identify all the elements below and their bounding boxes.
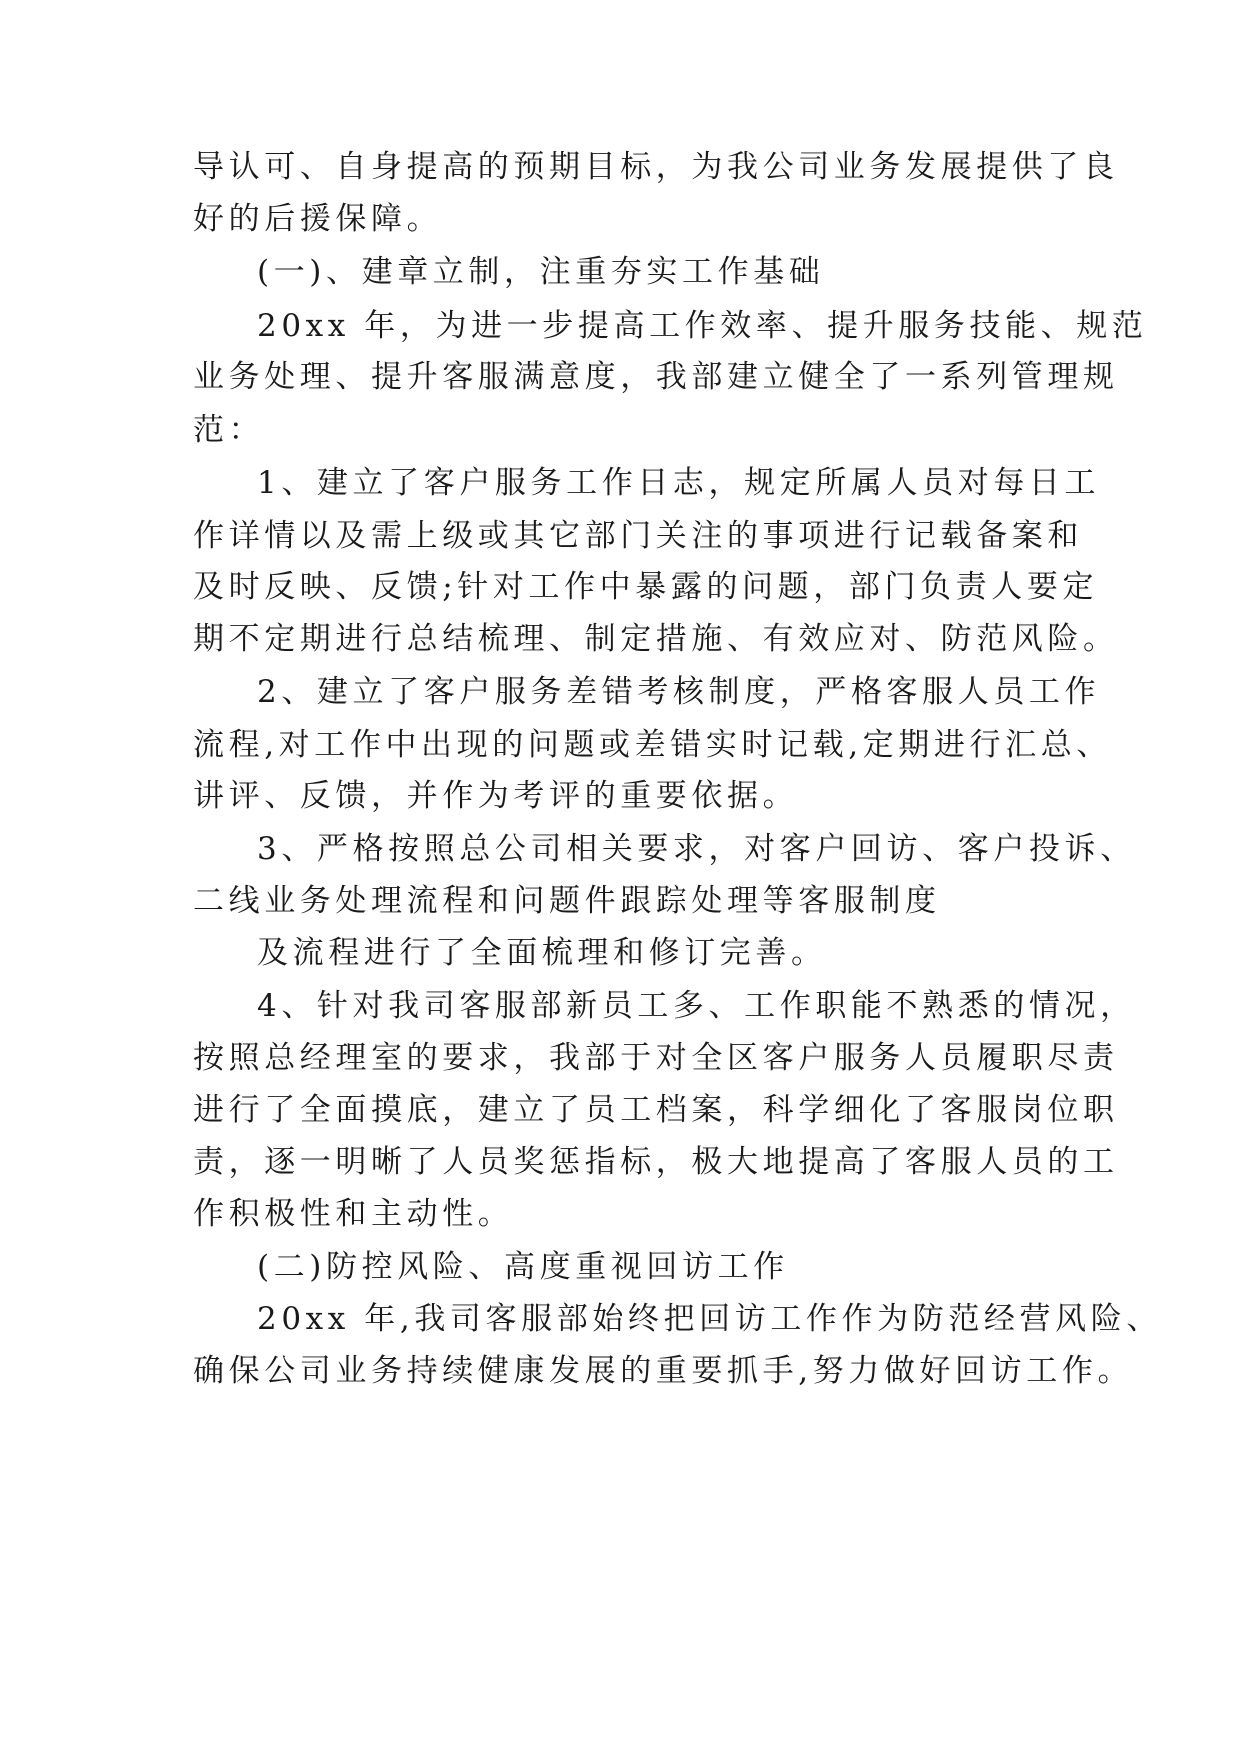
- body-text-line: 及时反映、反馈;针对工作中暴露的问题，部门负责人要定: [193, 569, 1099, 605]
- body-text-line: 讲评、反馈，并作为考评的重要依据。: [193, 778, 799, 814]
- body-text-line: 按照总经理室的要求，我部于对全区客户服务人员履职尽责: [193, 1040, 1119, 1076]
- body-text-line: 责，逐一明晰了人员奖惩指标，极大地提高了客服人员的工: [193, 1144, 1119, 1180]
- body-text-line: 期不定期进行总结梳理、制定措施、有效应对、防范风险。: [193, 621, 1119, 657]
- body-text-line: 流程,对工作中出现的问题或差错实时记载,定期进行汇总、: [193, 727, 1112, 763]
- body-text-line: 导认可、自身提高的预期目标，为我公司业务发展提供了良: [193, 149, 1119, 185]
- section-heading: (一)、建章立制，注重夯实工作基础: [257, 254, 825, 290]
- body-text-line: 好的后援保障。: [193, 201, 443, 237]
- body-text-line: 20xx 年，为进一步提高工作效率、提升服务技能、规范: [257, 308, 1148, 344]
- body-text-line: 确保公司业务持续健康发展的重要抓手,努力做好回访工作。: [193, 1353, 1134, 1389]
- body-text-line: 范：: [193, 412, 265, 448]
- body-text-line: 20xx 年,我司客服部始终把回访工作作为防范经营风险、: [257, 1301, 1162, 1337]
- list-item-text: 2、建立了客户服务差错考核制度，严格客服人员工作: [257, 674, 1101, 710]
- body-text-line: 及流程进行了全面梳理和修订完善。: [257, 935, 827, 971]
- body-text-line: 作详情以及需上级或其它部门关注的事项进行记载备案和: [193, 518, 1083, 554]
- body-text-line: 进行了全面摸底，建立了员工档案，科学细化了客服岗位职: [193, 1092, 1119, 1128]
- body-text-line: 二线业务处理流程和问题件跟踪处理等客服制度: [193, 883, 941, 919]
- list-item-text: 1、建立了客户服务工作日志，规定所属人员对每日工: [257, 465, 1101, 501]
- list-item-text: 4、针对我司客服部新员工多、工作职能不熟悉的情况，: [257, 988, 1136, 1024]
- list-item-text: 3、严格按照总公司相关要求，对客户回访、客户投诉、: [257, 831, 1136, 867]
- body-text-line: 业务处理、提升客服满意度，我部建立健全了一系列管理规: [193, 359, 1119, 395]
- section-heading: (二)防控风险、高度重视回访工作: [257, 1249, 789, 1285]
- body-text-line: 作积极性和主动性。: [193, 1196, 514, 1232]
